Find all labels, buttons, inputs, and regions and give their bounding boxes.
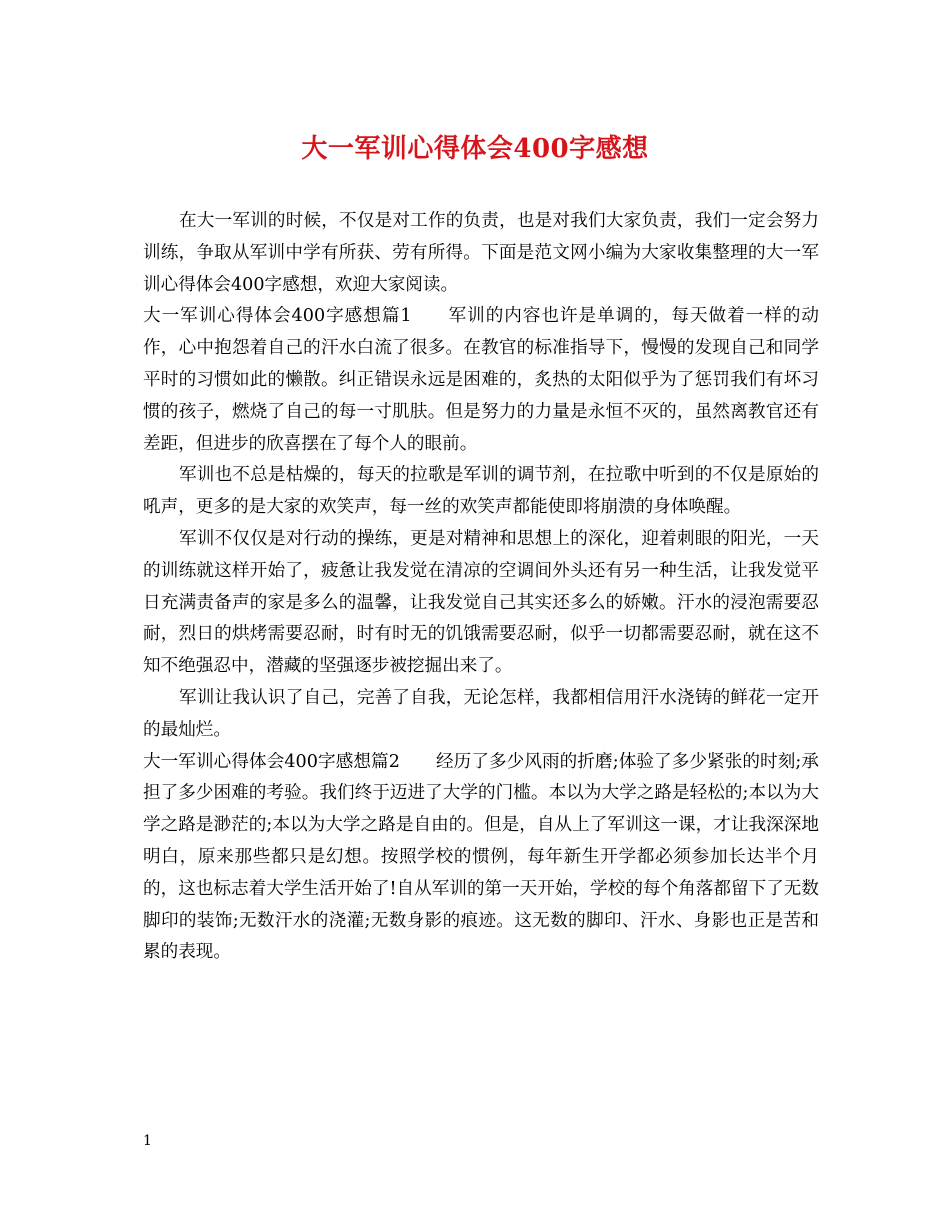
paragraph-2: 军训也不总是枯燥的，每天的拉歌是军训的调节剂，在拉歌中听到的不仅是原始的吼声，更多的是大家的欢笑声，每一丝的欢笑声都能使即将崩溃的身体唤醒。: [143, 465, 819, 518]
section-2-text: 经历了多少风雨的折磨;体验了多少紧张的时刻;承担了多少困难的考验。我们终于迈进了大学的门槛。本以为大学之路是轻松的;本以为大学之路是渺茫的;本以为大学之路是自由的。但是，自从上了军训这一课，才让我深深地明白，原来那些都只是幻想。按照学校的惯例，每年新生开学都必须参加长达半个月的，这也标志着大学生活开始了!自从军训的第一天开始，学校的每个角落都留下了无数脚印的装饰;无数汗水的浇灌;无数身影的痕迹。这无数的脚印、汗水、身影也正是苦和累的表现。: [143, 751, 819, 963]
section-2-paragraph: [143, 747, 819, 970]
intro-paragraph: 在大一军训的时候，不仅是对工作的负责，也是对我们大家负责，我们一定会努力训练，争取从军训中学有所获、劳有所得。下面是范文网小编为大家收集整理的大一军训心得体会400字感想，欢迎大家阅读。: [143, 211, 819, 295]
section-1-paragraph: [143, 301, 819, 460]
section-1-text: 军训的内容也许是单调的，每天做着一样的动作，心中抱怨着自己的汗水白流了很多。在教官的标准指导下，慢慢的发现自己和同学平时的习惯如此的懒散。纠正错误永远是困难的，炙热的太阳似乎为了惩罚我们有坏习惯的孩子，燃烧了自己的每一寸肌肤。但是努力的力量是永恒不灭的，虽然离教官还有差距，但进步的欣喜摆在了每个人的眼前。: [143, 306, 819, 454]
page-number: 1: [143, 1133, 152, 1149]
section-2-heading: 大一军训心得体会400字感想篇2: [143, 751, 400, 772]
paragraph-4: 军训让我认识了自己，完善了自我，无论怎样，我都相信用汗水浇铸的鲜花一定开的最灿烂。: [143, 687, 819, 740]
section-1-heading: 大一军训心得体会400字感想篇1: [143, 306, 412, 327]
document-title: 大一军训心得体会400字感想: [301, 134, 649, 164]
document-body: [143, 206, 819, 969]
paragraph-3: 军训不仅仅是对行动的操练，更是对精神和思想上的深化，迎着刺眼的阳光，一天的训练就这样开始了，疲惫让我发觉在清凉的空调间外头还有另一种生活，让我发觉平日充满责备声的家是多么的温馨，让我发觉自己其实还多么的娇嫩。汗水的浸泡需要忍耐，烈日的烘烤需要忍耐，时有时无的饥饿需要忍耐，似乎一切都需要忍耐，就在这不知不绝强忍中，潜藏的坚强逐步被挖掘出来了。: [143, 528, 819, 677]
